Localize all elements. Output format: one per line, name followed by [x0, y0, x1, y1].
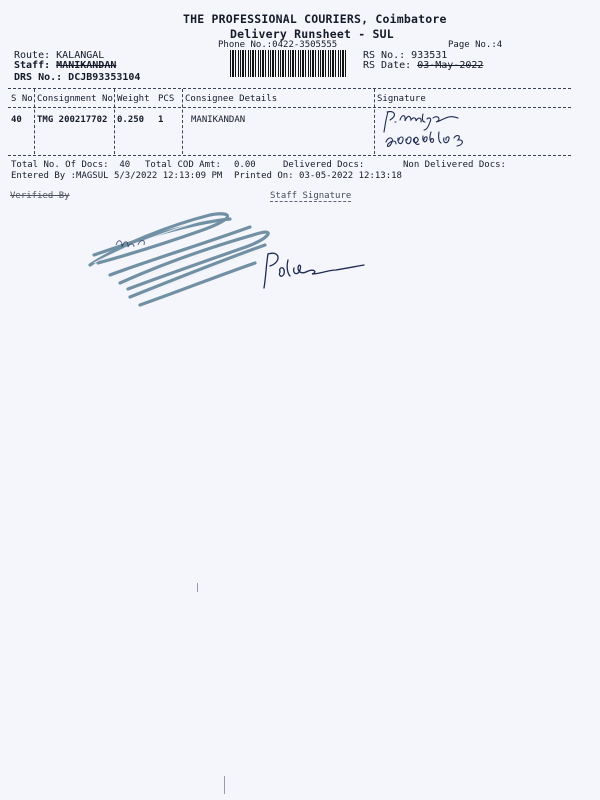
col-header-consignment: Consignment No — [37, 94, 113, 104]
verification-stamp — [80, 205, 280, 310]
company-name: THE PROFESSIONAL COURIERS, Coimbatore — [183, 12, 447, 26]
delivered-docs: Delivered Docs: — [283, 160, 365, 170]
rs-date-label: RS Date: — [363, 60, 418, 71]
staff-row — [14, 60, 116, 71]
total-docs: Total No. Of Docs: 40 — [11, 160, 131, 170]
total-cod-value: 0.00 — [234, 160, 256, 170]
receiver-handwritten-signature — [378, 108, 518, 154]
cell-weight: 0.250 — [117, 115, 145, 125]
drs-number: DRS No.: DCJB93353104 — [14, 72, 141, 83]
entered-by: Entered By :MAGSUL 5/3/2022 12:13:09 PM — [11, 171, 223, 181]
rs-date-row — [363, 60, 483, 71]
total-cod-label: Total COD Amt: — [145, 160, 221, 170]
cell-consignment: TMG 200217702 — [37, 115, 108, 125]
table-bottom-rule — [8, 155, 571, 156]
cell-sno: 40 — [11, 115, 22, 125]
printed-on: Printed On: 03-05-2022 12:13:18 — [234, 171, 402, 181]
staff-label: Staff: — [14, 60, 57, 71]
col-header-weight: Weight — [117, 94, 150, 104]
rs-date: 03-May-2022 — [417, 60, 484, 71]
non-delivered-docs: Non Delivered Docs: — [403, 160, 506, 170]
route: Route: KALANGAL — [14, 50, 105, 61]
cell-pcs: 1 — [158, 115, 164, 125]
page-number: Page No.:4 — [448, 40, 503, 50]
col-divider — [114, 89, 115, 154]
verified-by-label: Verified By — [10, 191, 70, 201]
scan-mark — [197, 583, 198, 592]
cell-consignee: MANIKANDAN — [191, 115, 246, 125]
phone-number: Phone No.:0422-3505555 — [218, 40, 338, 50]
col-header-signature: Signature — [377, 94, 426, 104]
staff-name: MANIKANDAN — [56, 60, 117, 71]
staff-handwritten-signature — [258, 248, 368, 293]
barcode — [230, 50, 348, 77]
col-divider — [182, 89, 183, 154]
rs-number: RS No.: 933531 — [363, 50, 448, 61]
document-title: Delivery Runsheet - SUL — [230, 27, 394, 41]
scan-mark — [224, 776, 225, 794]
col-header-consignee: Consignee Details — [185, 94, 278, 104]
col-divider — [374, 89, 375, 154]
col-header-sno: S No — [11, 94, 33, 104]
col-divider — [34, 89, 35, 154]
col-header-pcs: PCS — [158, 94, 175, 104]
table-top-rule — [8, 88, 571, 89]
staff-signature-label: Staff Signature — [270, 191, 352, 201]
